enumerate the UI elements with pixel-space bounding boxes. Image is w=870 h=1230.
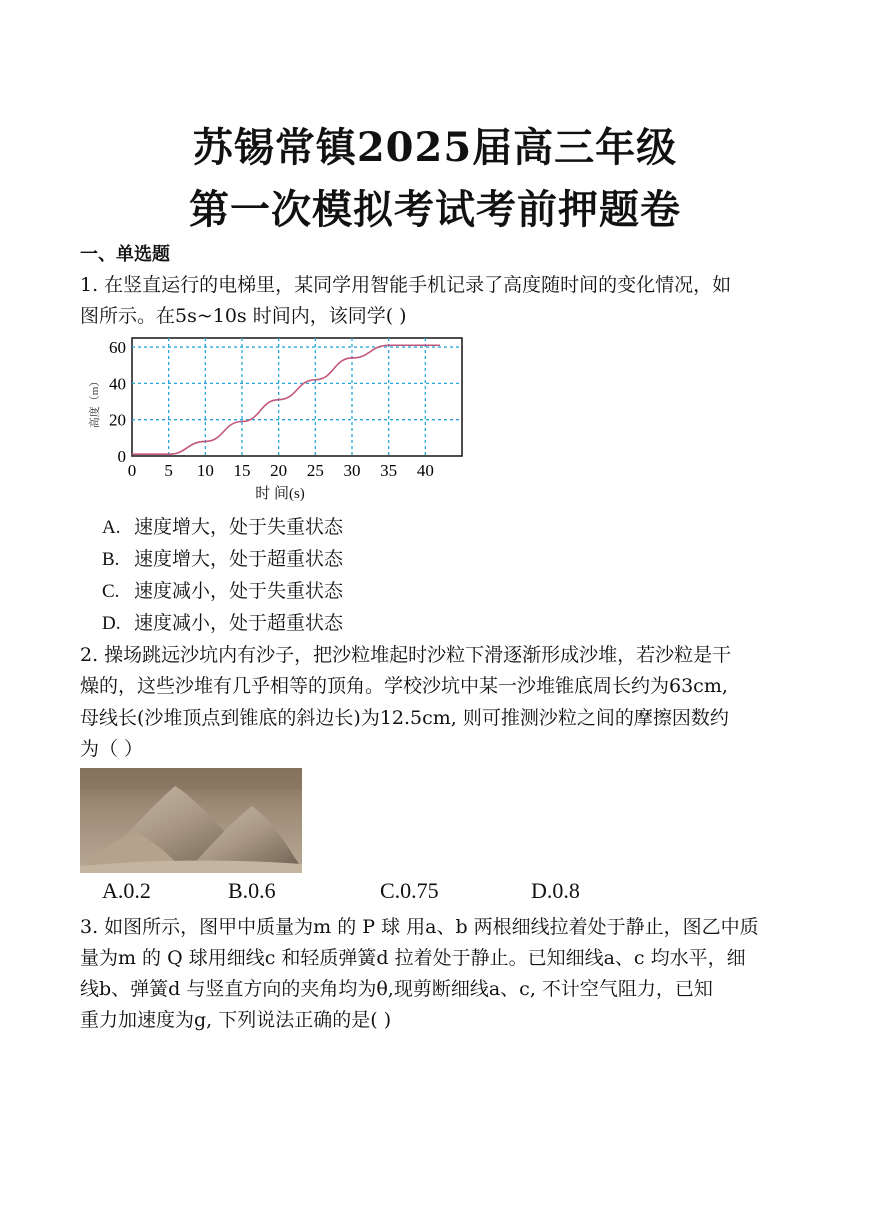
option-text: 速度减小，处于超重状态 xyxy=(134,612,344,634)
q2-stem-line-2: 燥的，这些沙堆有几乎相等的顶角。学校沙坑中某一沙堆锥底周长约为63cm, xyxy=(80,675,728,697)
option-letter: B. xyxy=(102,549,120,570)
height-time-chart xyxy=(80,330,480,510)
q2-option-d[interactable]: D.0.8 xyxy=(531,878,580,903)
q2-stem-line-4: 为（ ） xyxy=(80,738,144,760)
option-letter: A. xyxy=(102,517,121,538)
option-letter: D. xyxy=(102,613,121,634)
y-tick-label: 40 xyxy=(109,374,126,394)
x-tick-label: 15 xyxy=(233,461,251,480)
y-tick-label: 0 xyxy=(117,447,126,466)
y-tick-labels xyxy=(109,338,126,466)
q2-option-c[interactable]: C.0.75 xyxy=(380,878,439,903)
q3-stem-line-3: 线b、弹簧d 与竖直方向的夹角均为θ,现剪断细线a、c, 不计空气阻力，已知 xyxy=(80,978,713,1000)
x-tick-labels xyxy=(128,461,434,480)
q3-stem-line-1: 3. 如图所示，图甲中质量为m 的 P 球 用a、b 两根细线拉着处于静止，图乙中质 xyxy=(80,916,759,938)
q1-option-c[interactable] xyxy=(102,576,343,603)
chart-plot-area xyxy=(132,338,462,456)
section-heading: 一、单选题 xyxy=(80,244,170,265)
sand-pile-photo xyxy=(80,768,302,873)
exam-title-line-2: 第一次模拟考试考前押题卷 xyxy=(189,186,681,233)
q1-stem-line-1: 1. 在竖直运行的电梯里，某同学用智能手机记录了高度随时间的变化情况，如 xyxy=(80,274,732,296)
x-tick-label: 40 xyxy=(416,461,434,480)
q2-stem-line-1: 2. 操场跳远沙坑内有沙子，把沙粒堆起时沙粒下滑逐渐形成沙堆，若沙粒是干 xyxy=(80,644,732,666)
x-tick-label: 35 xyxy=(380,461,398,480)
option-text: 速度减小，处于失重状态 xyxy=(134,580,344,602)
q1-option-d[interactable] xyxy=(102,608,343,635)
y-axis-label: 高度（m） xyxy=(89,375,101,429)
x-tick-label: 0 xyxy=(127,461,137,480)
x-tick-label: 5 xyxy=(164,461,173,480)
option-text: 速度增大，处于超重状态 xyxy=(134,548,344,570)
x-axis-label: 时 间(s) xyxy=(255,486,305,502)
q1-stem-line-2: 图所示。在5s~10s 时间内，该同学( ) xyxy=(80,305,407,327)
q1-option-a[interactable] xyxy=(102,512,343,539)
q3-stem-line-4: 重力加速度为g, 下列说法正确的是( ) xyxy=(80,1009,392,1031)
q1-option-b[interactable] xyxy=(102,544,343,571)
exam-title-line-1: 苏锡常镇2025届高三年级 xyxy=(192,124,678,171)
x-tick-label: 10 xyxy=(196,461,214,480)
option-letter: C. xyxy=(102,581,120,602)
y-tick-label: 20 xyxy=(109,410,126,430)
q2-option-b[interactable]: B.0.6 xyxy=(228,878,276,903)
q2-option-a[interactable]: A.0.2 xyxy=(102,878,151,903)
x-tick-label: 20 xyxy=(270,461,288,480)
x-tick-label: 25 xyxy=(306,461,324,480)
q3-stem-line-2: 量为m 的 Q 球用细线c 和轻质弹簧d 拉着处于静止。已知细线a、c 均水平，细 xyxy=(80,947,746,969)
q2-stem-line-3: 母线长(沙堆顶点到锥底的斜边长)为12.5cm, 则可推测沙粒之间的摩擦因数约 xyxy=(80,707,729,729)
option-text: 速度增大，处于失重状态 xyxy=(134,516,344,538)
x-tick-label: 30 xyxy=(343,461,361,480)
y-tick-label: 60 xyxy=(109,338,126,358)
